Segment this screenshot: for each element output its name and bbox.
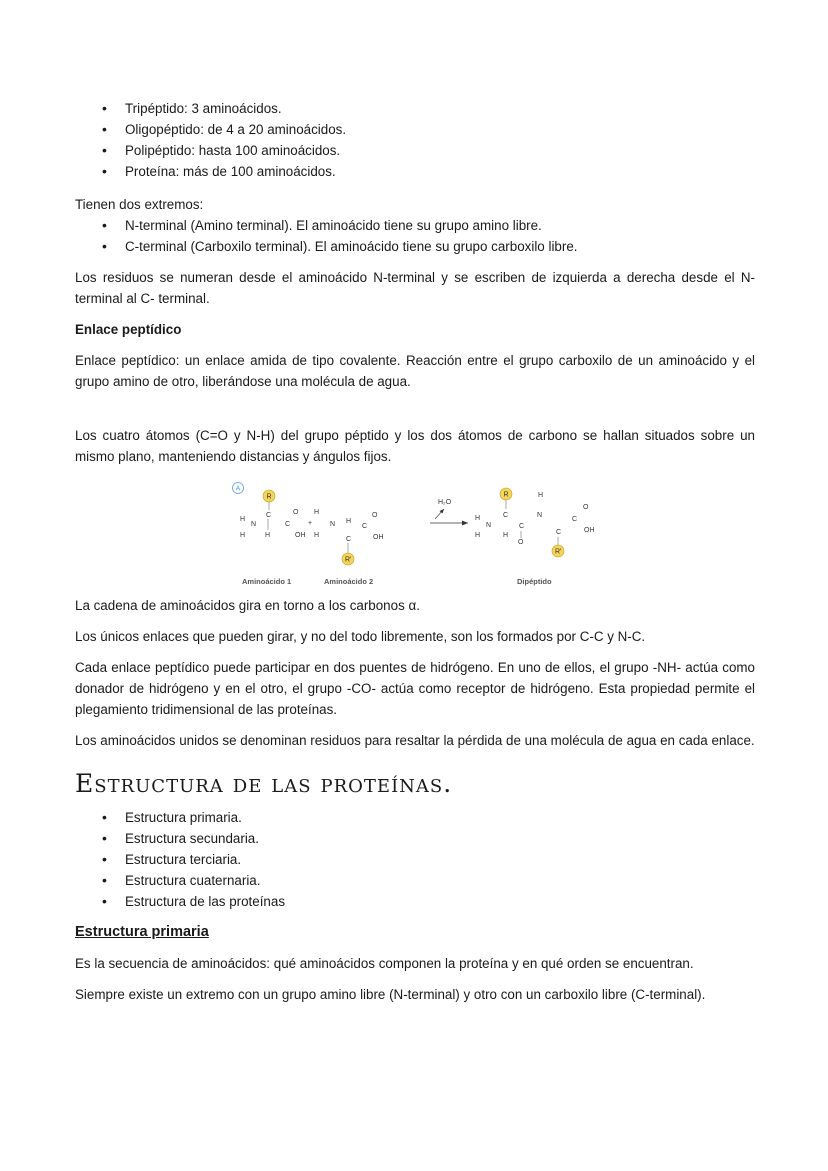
r-label: R' — [345, 556, 352, 564]
list-item: • Estructura secundaria. — [75, 828, 755, 849]
atomos-paragraph: Los cuatro átomos (C=O y N-H) del grupo péptido y los dos átomos de carbono se hallan situados sobre un mismo plano, manteniendo distancias y ángulos fijos. — [75, 428, 755, 464]
list-item: • Oligopéptido: de 4 a 20 aminoácidos. — [75, 119, 755, 140]
caption-aminoacid-1: Aminoácido 1 — [242, 577, 292, 586]
r-label: R — [503, 491, 509, 499]
list-item: • Tripéptido: 3 aminoácidos. — [75, 98, 755, 119]
atom-label: C — [556, 529, 562, 536]
panel-label: A — [235, 485, 241, 493]
residuos-paragraph: Los residuos se numeran desde el aminoácido N-terminal y se escriben de izquierda a derecha desde el N-terminal al C- terminal. — [75, 270, 755, 306]
atom-label: C — [362, 523, 368, 530]
atom-label: C — [503, 512, 509, 519]
list-item: • Estructura cuaternaria. — [75, 870, 755, 891]
peptide-types-list — [75, 98, 755, 182]
atom-label: C — [285, 521, 291, 528]
atom-label: H — [240, 532, 246, 539]
water-label: H₂O — [438, 499, 452, 506]
enlaces-paragraph: Los únicos enlaces que pueden girar, y no del todo libremente, son los formados por C-C y N-C. — [75, 629, 646, 644]
atom-label: OH — [584, 527, 595, 534]
list-item: • Polipéptido: hasta 100 aminoácidos. — [75, 140, 755, 161]
list-item: • Estructura de las proteínas — [75, 891, 755, 912]
atom-label: N — [251, 521, 257, 528]
gira-paragraph: La cadena de aminoácidos gira en torno a los carbonos α. — [75, 598, 420, 613]
atom-label: H — [346, 518, 352, 525]
peptide-bond-figure — [230, 481, 630, 593]
plus-sign: + — [308, 520, 313, 527]
estructura-list — [75, 807, 755, 912]
atom-label: OH — [295, 532, 306, 539]
atom-label: O — [583, 504, 589, 511]
atom-label: C — [346, 536, 352, 543]
primaria-paragraph-2: Siempre existe un extremo con un grupo amino libre (N-terminal) y otro con un carboxilo libre (C-terminal). — [75, 987, 706, 1002]
extremos-intro: Tienen dos extremos: — [75, 197, 204, 212]
primaria-paragraph-1: Es la secuencia de aminoácidos: qué aminoácidos componen la proteína y en qué orden se encuentran. — [75, 956, 694, 971]
atom-label: N — [330, 521, 336, 528]
atom-label: O — [518, 539, 524, 546]
atom-label: H — [314, 532, 320, 539]
puentes-paragraph: Cada enlace peptídico puede participar en dos puentes de hidrógeno. En uno de ellos, el grupo -NH- actúa como donador de hidrógeno y en el otro, el grupo -CO- actúa como receptor de hidrógeno. Esta propiedad permite el plegamiento tridimensional de las proteínas. — [75, 660, 755, 717]
atom-label: H — [503, 532, 509, 539]
enlace-heading: Enlace peptídico — [75, 322, 182, 337]
caption-dipeptide: Dipéptido — [517, 577, 552, 586]
peptide-bond-diagram — [230, 481, 630, 593]
atom-label: C — [572, 516, 578, 523]
list-item: • Estructura primaria. — [75, 807, 755, 828]
residuos2-paragraph: Los aminoácidos unidos se denominan residuos para resaltar la pérdida de una molécula de agua en cada enlace. — [75, 733, 755, 748]
section-title: Estructura de las proteínas. — [75, 769, 453, 798]
r-label: R' — [555, 548, 562, 556]
atom-label: H — [314, 509, 320, 516]
list-item: • N-terminal (Amino terminal). El aminoácido tiene su grupo amino libre. — [75, 215, 755, 236]
atom-label: C — [519, 523, 525, 530]
list-item: • Estructura terciaria. — [75, 849, 755, 870]
atom-label: O — [372, 512, 378, 519]
atom-label: OH — [373, 534, 384, 541]
atom-label: H — [475, 532, 481, 539]
primaria-heading: Estructura primaria — [75, 924, 209, 940]
atom-label: H — [475, 515, 481, 522]
atom-label: H — [240, 516, 246, 523]
atom-label: N — [486, 522, 492, 529]
atom-label: C — [266, 512, 272, 519]
atom-label: O — [293, 509, 299, 516]
list-item: • Proteína: más de 100 aminoácidos. — [75, 161, 755, 182]
extremos-list — [75, 215, 755, 257]
enlace-paragraph: Enlace peptídico: un enlace amida de tipo covalente. Reacción entre el grupo carboxilo de un aminoácido y el grupo amino de otro, liberándose una molécula de agua. — [75, 353, 755, 389]
caption-aminoacid-2: Aminoácido 2 — [324, 577, 374, 586]
atom-label: H — [538, 492, 544, 499]
r-label: R — [266, 493, 272, 501]
document-page — [75, 98, 755, 1005]
list-item: • C-terminal (Carboxilo terminal). El aminoácido tiene su grupo carboxilo libre. — [75, 236, 755, 257]
atom-label: H — [265, 532, 271, 539]
atom-label: N — [537, 512, 543, 519]
